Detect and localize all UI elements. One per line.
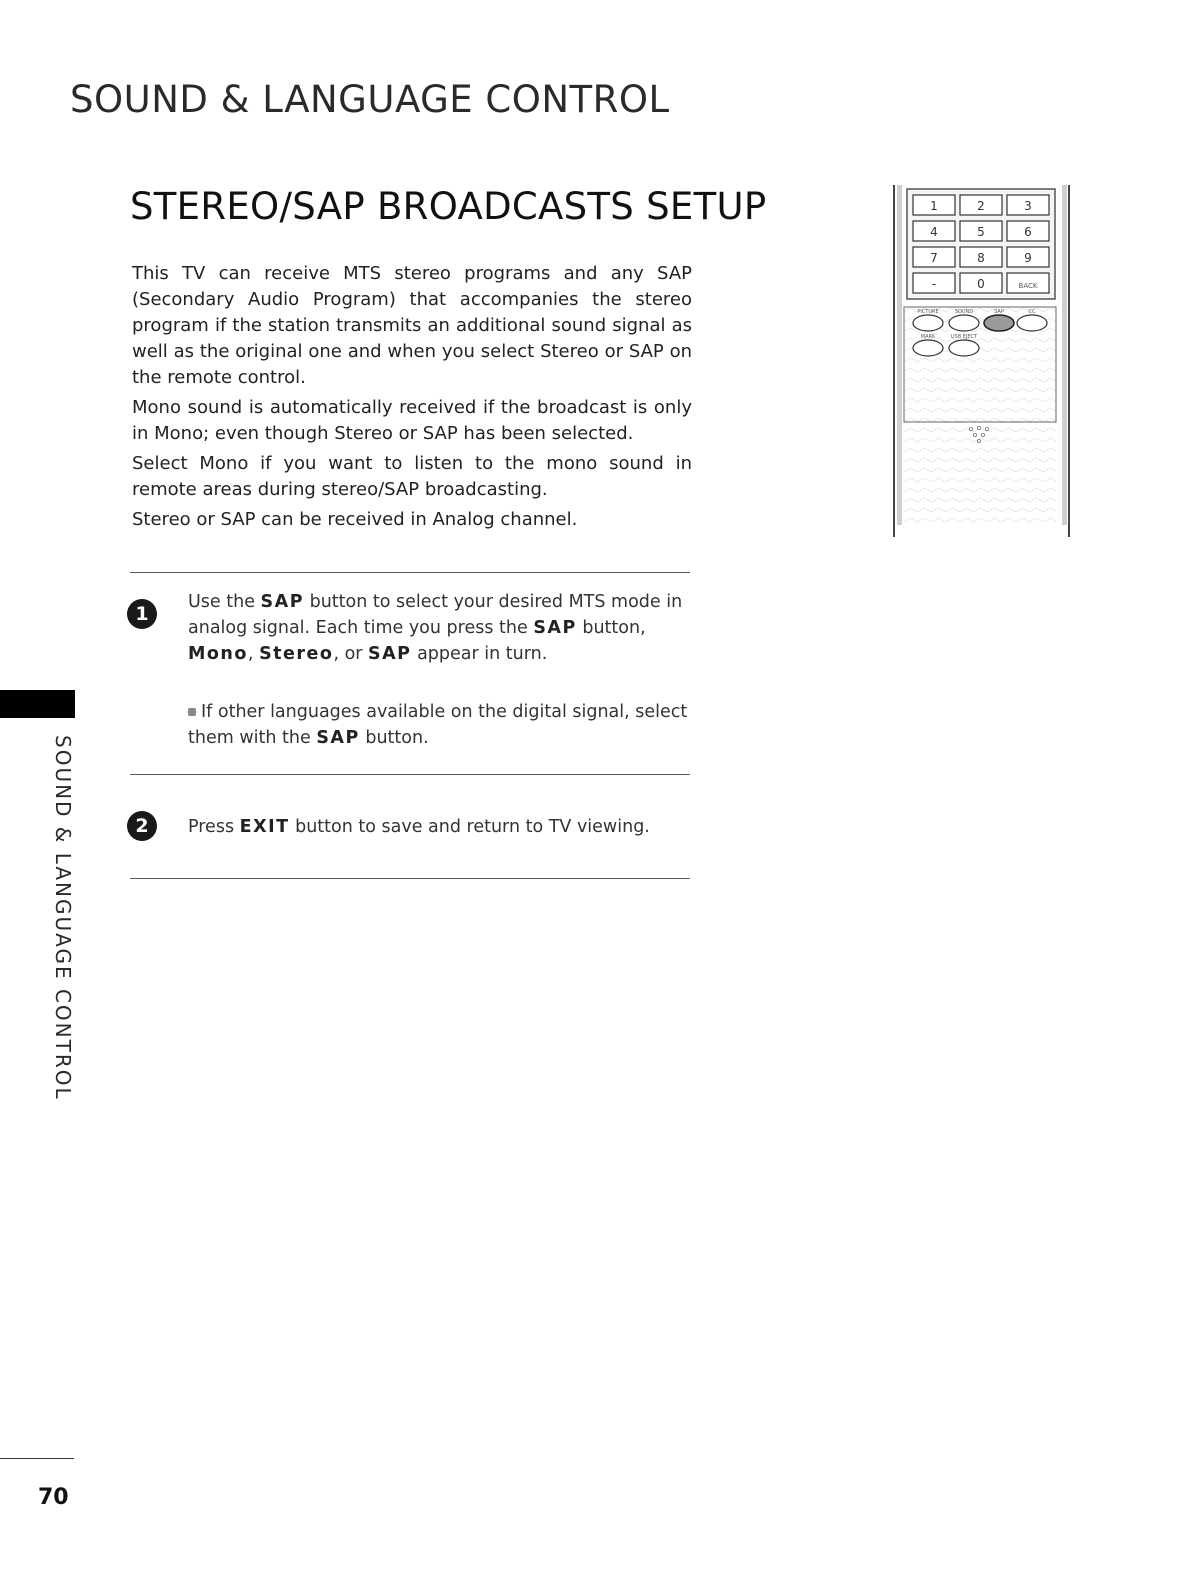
sap-keyword: SAP <box>368 644 412 664</box>
svg-text:8: 8 <box>977 251 985 265</box>
note: If other languages available on the digital signal, select them with the SAP button. <box>188 702 688 748</box>
remote-key-8 <box>960 247 1002 267</box>
usb-eject-button <box>949 340 979 356</box>
svg-text:6: 6 <box>1024 225 1032 239</box>
remote-key-5 <box>960 221 1002 241</box>
cc-button <box>1017 315 1047 331</box>
remote-key-3 <box>1007 195 1049 215</box>
remote-label-usb-eject: USB EJECT <box>950 334 978 340</box>
side-tab-label: SOUND & LANGUAGE CONTROL <box>51 735 75 1101</box>
divider <box>130 878 690 879</box>
step-1-badge: 1 <box>127 599 157 629</box>
remote-label-cc: CC <box>1028 309 1036 315</box>
remote-key-back <box>1007 273 1049 293</box>
svg-text:7: 7 <box>930 251 938 265</box>
svg-text:BACK: BACK <box>1018 282 1038 290</box>
section-title: SOUND & LANGUAGE CONTROL <box>70 78 670 121</box>
remote-key-7 <box>913 247 955 267</box>
remote-label-picture: PICTURE <box>917 309 939 315</box>
step-2-badge: 2 <box>127 811 157 841</box>
step-2-text: Press EXIT button to save and return to TV viewing. <box>188 817 650 837</box>
svg-text:-: - <box>931 277 937 291</box>
svg-text:5: 5 <box>977 225 985 239</box>
svg-text:2: 2 <box>977 199 985 213</box>
sound-button <box>949 315 979 331</box>
remote-key-1 <box>913 195 955 215</box>
page-number: 70 <box>38 1485 69 1510</box>
remote-key-9 <box>1007 247 1049 267</box>
svg-text:1: 1 <box>930 199 938 213</box>
remote-label-sound: SOUND <box>954 309 974 315</box>
side-tab-marker <box>0 690 75 718</box>
intro-paragraph-2: Mono sound is automatically received if the broadcast is only in Mono; even though Stereo or SAP has been selected. <box>132 397 692 444</box>
svg-text:9: 9 <box>1024 251 1032 265</box>
remote-key-dash <box>913 273 955 293</box>
svg-text:4: 4 <box>930 225 938 239</box>
remote-label-mark: MARK <box>920 334 936 340</box>
remote-label-sap: SAP <box>994 309 1004 315</box>
intro-paragraph-4: Stereo or SAP can be received in Analog channel. <box>132 509 578 530</box>
remote-key-6 <box>1007 221 1049 241</box>
svg-text:0: 0 <box>977 277 985 291</box>
bullet-icon <box>188 708 196 716</box>
page-number-rule <box>0 1458 74 1459</box>
remote-key-2 <box>960 195 1002 215</box>
divider <box>130 774 690 775</box>
step-1-text: Use the SAP button to select your desired MTS mode in analog signal. Each time you press the SAP button, Mono, Stereo, or SAP appear in turn. <box>188 592 683 664</box>
remote-key-0 <box>960 273 1002 293</box>
intro-text <box>132 261 692 537</box>
intro-paragraph-3: Select Mono if you want to listen to the mono sound in remote areas during stereo/SAP broadcasting. <box>132 453 692 500</box>
mono-keyword: Mono <box>188 644 248 664</box>
sap-keyword: SAP <box>533 618 577 638</box>
sap-button <box>984 315 1014 331</box>
exit-keyword: EXIT <box>239 817 290 837</box>
sap-keyword: SAP <box>316 728 360 748</box>
sap-keyword: SAP <box>260 592 305 612</box>
remote-key-4 <box>913 221 955 241</box>
divider <box>130 572 690 573</box>
svg-text:3: 3 <box>1024 199 1032 213</box>
intro-paragraph-1: This TV can receive MTS stereo programs and any SAP (Secondary Audio Program) that accompanies the stereo program if the station transmits an additional sound signal as well as the original one and when you select Stereo or SAP on the remote control. <box>132 263 692 388</box>
page-title: STEREO/SAP BROADCASTS SETUP <box>130 185 767 228</box>
stereo-keyword: Stereo <box>259 644 334 664</box>
mark-button <box>913 340 943 356</box>
picture-button <box>913 315 943 331</box>
remote-control-illustration <box>893 185 1071 537</box>
